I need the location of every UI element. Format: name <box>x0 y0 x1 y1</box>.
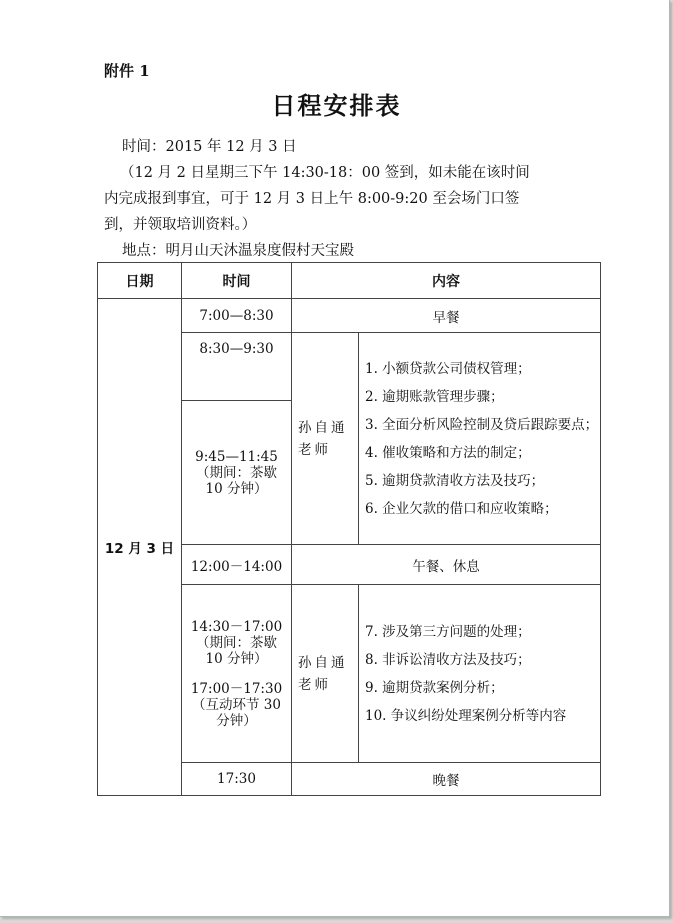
time-line: 时间：2015 年 12 月 3 日 <box>122 139 297 155</box>
time-cell <box>182 401 292 545</box>
teacher-name: 孙自通 <box>298 419 348 436</box>
list-item: 8. 非诉讼清收方法及技巧； <box>365 651 531 668</box>
note-line: 内完成报到事宜，可于 12 月 3 日上午 8:00-9:20 至会场门口签 <box>104 191 520 207</box>
time-cell: 7:00—8:30 <box>182 299 292 333</box>
note-line: （12 月 2 日星期三下午 14:30-18：00 签到，如未能在该时间 <box>120 165 530 181</box>
time-cell <box>182 585 292 763</box>
schedule-table <box>97 262 601 796</box>
teacher-name: 孙自通 <box>298 654 348 671</box>
time-line: 10 分钟） <box>205 480 268 497</box>
time-cell: 17:30 <box>182 763 292 796</box>
time-cell: 8:30—9:30 <box>182 333 292 401</box>
note-line: 到，并领取培训资料。） <box>104 217 257 233</box>
teacher-title: 老师 <box>298 676 331 693</box>
teacher-cell <box>292 585 359 763</box>
time-line: 9:45—11:45 <box>195 448 278 465</box>
teacher-cell <box>292 333 359 545</box>
table-header-row <box>98 263 601 299</box>
teacher-title: 老师 <box>298 441 331 458</box>
date-cell: 12 月 3 日 <box>98 299 182 796</box>
list-item: 9. 逾期贷款案例分析； <box>365 679 504 696</box>
header-content: 内容 <box>292 263 601 299</box>
header-date: 日期 <box>98 263 182 299</box>
content-list-cell <box>359 333 601 545</box>
registration-note <box>104 160 574 238</box>
content-list-cell <box>359 585 601 763</box>
list-item: 7. 涉及第三方问题的处理； <box>365 623 531 640</box>
table-row <box>98 299 601 333</box>
list-item: 2. 逾期账款管理步骤； <box>365 388 504 405</box>
time-line: 17:00－17:30 <box>190 680 283 697</box>
list-item: 3. 全面分析风险控制及贷后跟踪要点； <box>365 416 599 433</box>
time-cell: 12:00－14:00 <box>182 545 292 585</box>
list-item: 5. 逾期贷款清收方法及技巧； <box>365 472 545 489</box>
time-line: （期间：茶歇 <box>196 464 277 481</box>
list-item: 10. 争议纠纷处理案例分析等内容 <box>365 707 567 724</box>
list-item: 6. 企业欠款的借口和应收策略； <box>365 500 558 517</box>
time-line: （期间：茶歇 <box>196 634 277 651</box>
header-time: 时间 <box>182 263 292 299</box>
spacer <box>182 667 291 681</box>
time-line: 分钟） <box>216 712 257 729</box>
content-cell: 早餐 <box>292 299 601 333</box>
time-line: 10 分钟） <box>205 650 268 667</box>
time-line: 14:30－17:00 <box>190 618 283 635</box>
list-item: 1. 小额贷款公司债权管理； <box>365 360 531 377</box>
document-title: 日程安排表 <box>271 91 402 120</box>
location-line: 地点：明月山天沐温泉度假村天宝殿 <box>122 243 354 259</box>
time-line: （互动环节 30 <box>192 696 281 713</box>
list-item: 4. 催收策略和方法的制定； <box>365 444 531 461</box>
content-cell: 午餐、休息 <box>292 545 601 585</box>
attachment-label: 附件 1 <box>104 62 150 80</box>
content-cell: 晚餐 <box>292 763 601 796</box>
